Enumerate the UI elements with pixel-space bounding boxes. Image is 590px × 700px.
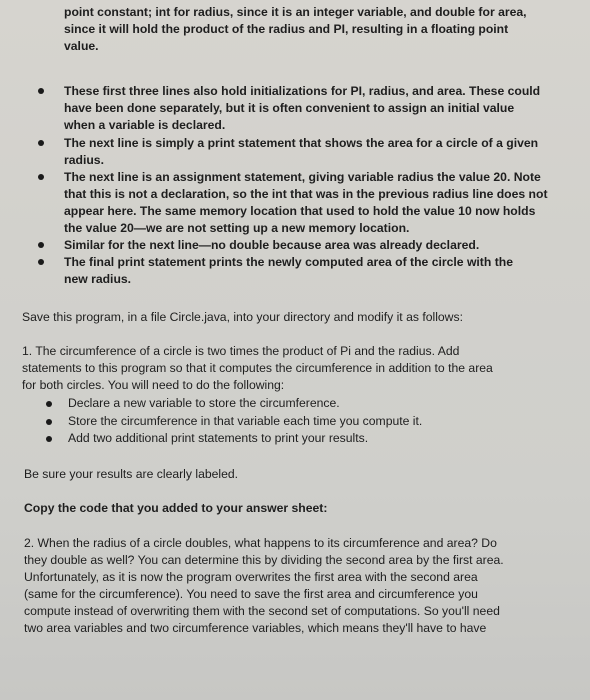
list-item-line: that this is not a declaration, so the int that was in the previous radius line does not [64,187,548,201]
task-1-line: 1. The circumference of a circle is two times the product of Pi and the radius. Add [22,344,460,358]
intro-line: since it will hold the product of the radius and PI, resulting in a floating point [64,22,509,36]
task-1-line: for both circles. You will need to do the following: [22,378,285,392]
list-item-line: Similar for the next line—no double because area was already declared. [64,238,480,252]
list-item-line: The next line is an assignment statement, giving variable radius the value 20. Note [64,170,541,184]
task-2-line: Unfortunately, as it is now the program overwrites the first area with the second area [24,570,478,584]
list-item-line: when a variable is declared. [64,118,226,132]
list-item-line: have been done separately, but it is often convenient to assign an initial value [64,101,515,115]
task-2-line: 2. When the radius of a circle doubles, what happens to its circumference and area? Do [24,536,497,550]
intro-line: point constant; int for radius, since it is an integer variable, and double for area, [64,5,527,19]
list-item-text: Declare a new variable to store the circumference. [68,396,340,410]
list-item-line: the value 20—we are not setting up a new memory location. [64,221,410,235]
list-item-line: The final print statement prints the newly computed area of the circle with the [64,255,513,269]
save-instruction-text: Save this program, in a file Circle.java, into your directory and modify it as follows: [22,310,463,324]
list-item-line: These first three lines also hold initializations for PI, radius, and area. These could [64,84,541,98]
task-2-line: compute instead of overwriting them with the second set of computations. So you'll need [24,604,500,618]
list-item-line: radius. [64,153,104,167]
list-item-line: new radius. [64,272,132,286]
copy-instruction-text: Copy the code that you added to your answer sheet: [24,501,328,515]
task-2-line: two area variables and two circumference variables, which means they'll have to have [24,621,487,635]
list-item-text: Add two additional print statements to print your results. [68,431,369,445]
task-1-line: statements to this program so that it computes the circumference in addition to the area [22,361,493,375]
list-item-line: The next line is simply a print statement that shows the area for a circle of a given [64,136,539,150]
copy-instruction [0,500,590,517]
save-instruction [0,309,590,326]
task-2-line: they double as well? You can determine this by dividing the second area by the first area. [24,553,504,567]
task-2-line: (same for the circumference). You need to save the first area and circumference you [24,587,478,601]
list-item-line: appear here. The same memory location that used to hold the value 10 now holds [64,204,536,218]
labeled-instruction [0,466,590,483]
list-item-text: Store the circumference in that variable each time you compute it. [68,414,423,428]
labeled-instruction-text: Be sure your results are clearly labeled. [24,467,239,481]
intro-line: value. [64,39,99,53]
